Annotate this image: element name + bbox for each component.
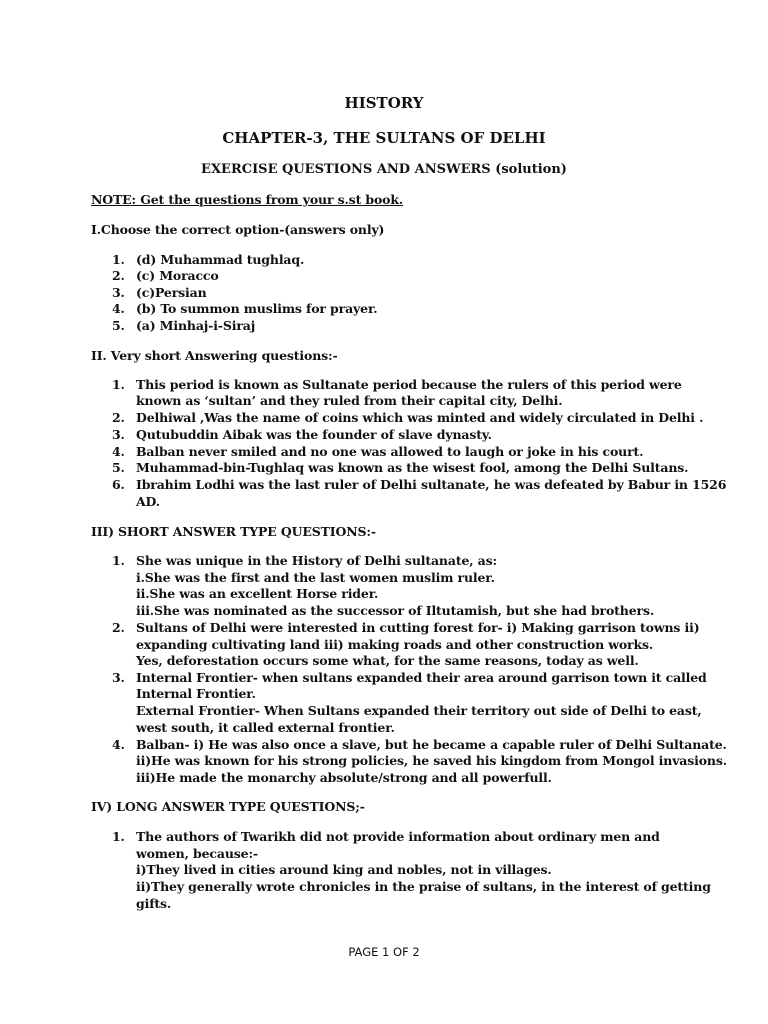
list-item bbox=[112, 285, 682, 300]
exercise-subtitle: EXERCISE QUESTIONS AND ANSWERS (solution) bbox=[201, 162, 567, 177]
item-number: 1. bbox=[112, 252, 125, 267]
item-text: (c) Moracco bbox=[136, 268, 219, 283]
list-item bbox=[112, 318, 682, 333]
item-text-continued: ii.She was an excellent Horse rider. bbox=[136, 586, 379, 601]
item-number: 5. bbox=[112, 460, 125, 475]
item-text-continued: i.She was the first and the last women muslim ruler. bbox=[136, 570, 495, 585]
item-text: Muhammad-bin-Tughlaq was known as the wisest fool, among the Delhi Sultans. bbox=[136, 460, 689, 475]
list-item bbox=[112, 737, 727, 752]
item-text-continued: iii.She was nominated as the successor of Iltutamish, but she had brothers. bbox=[136, 603, 655, 618]
item-text-continued: Yes, deforestation occurs some what, for the same reasons, today as well. bbox=[136, 653, 639, 668]
list-item bbox=[112, 477, 727, 492]
item-text: Sultans of Delhi were interested in cutting forest for- i) Making garrison towns ii) bbox=[136, 620, 700, 635]
item-number: 1. bbox=[112, 553, 125, 568]
item-number: 5. bbox=[112, 318, 125, 333]
item-number: 3. bbox=[112, 427, 125, 442]
item-text-continued: ii)He was known for his strong policies, he saved his kingdom from Mongol invasions. bbox=[136, 753, 727, 768]
section4-heading: IV) LONG ANSWER TYPE QUESTIONS;- bbox=[91, 799, 365, 814]
list-item bbox=[112, 460, 689, 475]
section3-heading: III) SHORT ANSWER TYPE QUESTIONS:- bbox=[91, 524, 376, 539]
item-text-continued: known as ‘sultan’ and they ruled from their capital city, Delhi. bbox=[136, 393, 563, 408]
item-text-continued: women, because:- bbox=[136, 846, 258, 861]
item-text: This period is known as Sultanate period because the rulers of this period were bbox=[136, 377, 682, 392]
list-item bbox=[112, 670, 707, 685]
list-item bbox=[112, 620, 700, 635]
item-number: 4. bbox=[112, 737, 125, 752]
item-number: 4. bbox=[112, 301, 125, 316]
item-number: 2. bbox=[112, 268, 125, 283]
subject-title: HISTORY bbox=[344, 94, 424, 112]
list-item bbox=[112, 829, 682, 844]
item-number: 6. bbox=[112, 477, 125, 492]
list-item bbox=[112, 377, 682, 392]
item-text: Balban- i) He was also once a slave, but he became a capable ruler of Delhi Sultanate. bbox=[136, 737, 727, 752]
item-text: Delhiwal ,Was the name of coins which was minted and widely circulated in Delhi . bbox=[136, 410, 704, 425]
item-text: (c)Persian bbox=[136, 285, 207, 300]
item-number: 3. bbox=[112, 670, 125, 685]
list-item bbox=[112, 252, 682, 267]
item-number: 2. bbox=[112, 620, 125, 635]
item-text-continued: ii)They generally wrote chronicles in the praise of sultans, in the interest of getting bbox=[136, 879, 711, 894]
item-text: She was unique in the History of Delhi sultanate, as: bbox=[136, 553, 497, 568]
item-text-continued: i)They lived in cities around king and nobles, not in villages. bbox=[136, 862, 552, 877]
item-number: 3. bbox=[112, 285, 125, 300]
item-text-continued: AD. bbox=[136, 494, 160, 509]
item-number: 2. bbox=[112, 410, 125, 425]
item-text: (a) Minhaj-i-Siraj bbox=[136, 318, 256, 333]
item-text: Qutubuddin Aibak was the founder of slave dynasty. bbox=[136, 427, 492, 442]
item-number: 1. bbox=[112, 829, 125, 844]
item-text-continued: Internal Frontier. bbox=[136, 686, 256, 701]
item-number: 1. bbox=[112, 377, 125, 392]
chapter-title: CHAPTER-3, THE SULTANS OF DELHI bbox=[222, 129, 546, 147]
section2-heading: II. Very short Answering questions:- bbox=[91, 348, 338, 363]
section1-heading: I.Choose the correct option-(answers only) bbox=[91, 222, 385, 237]
list-item bbox=[112, 427, 682, 442]
item-text: The authors of Twarikh did not provide information about ordinary men and bbox=[136, 829, 660, 844]
item-text-continued: expanding cultivating land iii) making roads and other construction works. bbox=[136, 637, 654, 652]
list-item bbox=[112, 301, 682, 316]
page-footer: PAGE 1 OF 2 bbox=[348, 945, 420, 959]
item-text-continued: iii)He made the monarchy absolute/strong and all powerfull. bbox=[136, 770, 552, 785]
item-number: 4. bbox=[112, 444, 125, 459]
list-item bbox=[112, 410, 704, 425]
item-text: Ibrahim Lodhi was the last ruler of Delhi sultanate, he was defeated by Babur in 1526 bbox=[136, 477, 727, 492]
item-text: Internal Frontier- when sultans expanded their area around garrison town it called bbox=[136, 670, 707, 685]
item-text-continued: gifts. bbox=[136, 896, 172, 911]
list-item bbox=[112, 268, 682, 283]
note-text: NOTE: Get the questions from your s.st book. bbox=[91, 192, 404, 207]
item-text: (b) To summon muslims for prayer. bbox=[136, 301, 378, 316]
item-text: (d) Muhammad tughlaq. bbox=[136, 252, 305, 267]
item-text: Balban never smiled and no one was allowed to laugh or joke in his court. bbox=[136, 444, 644, 459]
list-item bbox=[112, 553, 682, 568]
item-text-continued: west south, it called external frontier. bbox=[136, 720, 395, 735]
item-text-continued: External Frontier- When Sultans expanded their territory out side of Delhi to east, bbox=[136, 703, 702, 718]
list-item bbox=[112, 444, 682, 459]
